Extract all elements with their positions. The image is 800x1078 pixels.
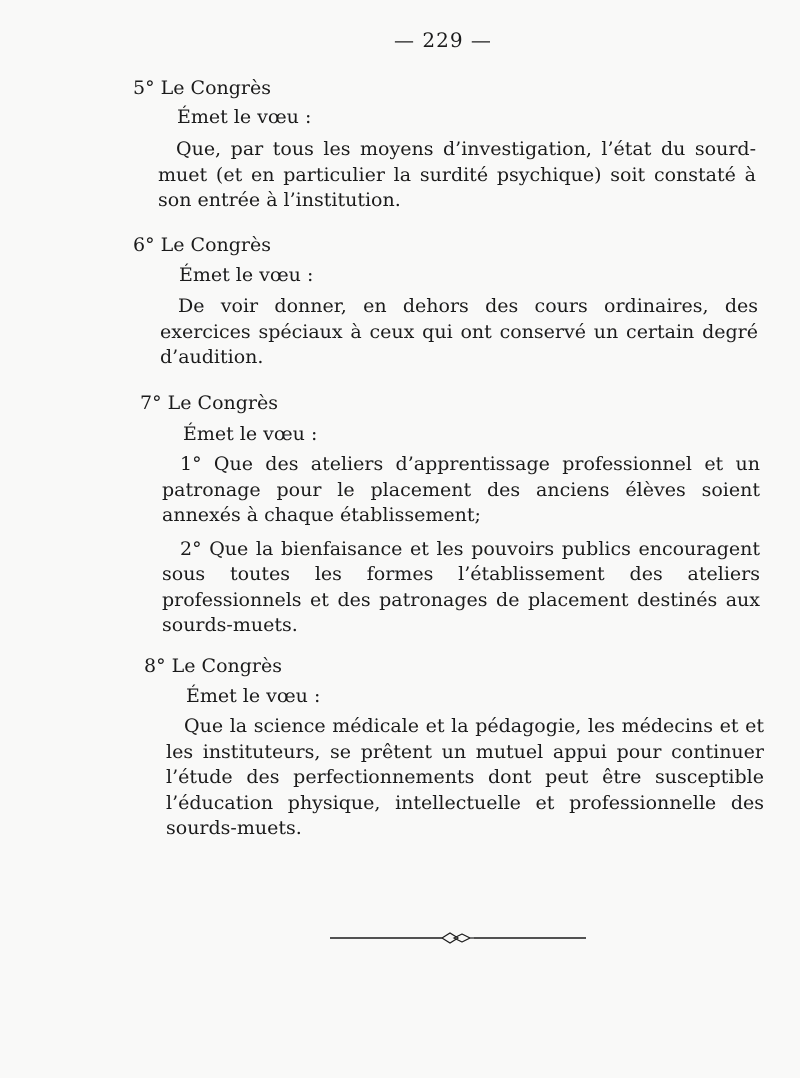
page-number: — 229 — [394, 28, 492, 52]
section-7-paragraph-2: 2° Que la bienfaisance et les pouvoirs publics encouragent sous toutes les formes l’établissement des ateliers professionnels et des patronages de placement destinés aux sourds-muets. [162, 537, 760, 636]
section-6-heading: 6° Le Congrès [133, 234, 271, 256]
section-6-paragraph-1: De voir donner, en dehors des cours ordinaires, des exercices spéciaux à ceux qui ont conservé un certain degré d’audition. [160, 295, 758, 368]
section-5-paragraph-1: Que, par tous les moyens d’investigation, l’état du sourd-muet (et en particulier la surdité psychique) soit constaté à son entrée à l’institution. [158, 138, 756, 211]
section-5-body [158, 137, 756, 214]
section-8-paragraph-1: Que la science médicale et la pédagogie, les médecins et et les instituteurs, se prêtent un mutuel appui pour continuer l’étude des perfectionnements dont peut être susceptible l’éducation physique, intellectuelle et professionnelle des sourds-muets. [166, 715, 764, 839]
section-6-body [160, 294, 758, 371]
section-7-paragraph-1: 1° Que des ateliers d’apprentissage professionnel et un patronage pour le placement des anciens élèves soient annexés à chaque établissement; [162, 453, 760, 526]
section-7-heading: 7° Le Congrès [140, 392, 278, 414]
section-8-heading: 8° Le Congrès [144, 655, 282, 677]
section-8-body [166, 714, 764, 842]
section-7-body [162, 452, 760, 639]
section-5-emet: Émet le vœu : [177, 106, 312, 128]
closing-ornament-icon [330, 930, 586, 946]
section-7-emet: Émet le vœu : [183, 423, 318, 445]
section-5-heading: 5° Le Congrès [133, 77, 271, 99]
section-6-emet: Émet le vœu : [179, 264, 314, 286]
section-8-emet: Émet le vœu : [186, 685, 321, 707]
